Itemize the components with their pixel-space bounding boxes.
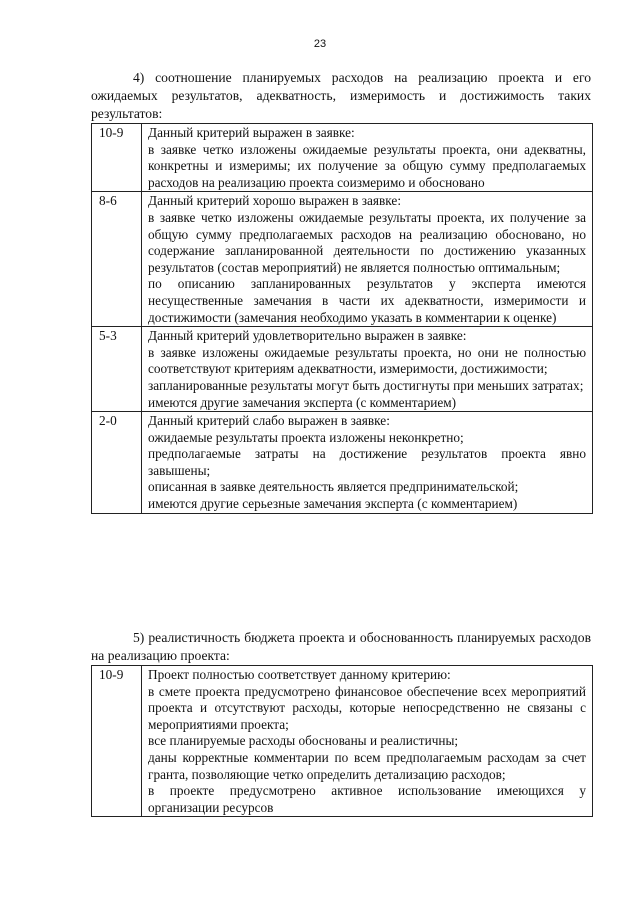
criteria-row: [92, 124, 593, 192]
criteria-summary: Данный критерий хорошо выражен в заявке:: [148, 193, 402, 209]
criteria-description: [142, 666, 593, 817]
criteria-description: [142, 192, 593, 327]
criteria-point: запланированные результаты могут быть достигнуты при меньших затратах;: [148, 377, 584, 393]
criteria-point: описанная в заявке деятельность является предпринимательской;: [148, 479, 519, 495]
section-5-table-body: [92, 666, 593, 817]
score-range: 5-3: [92, 327, 142, 412]
section-4-criteria-table: [91, 123, 593, 514]
criteria-row: [92, 412, 593, 514]
criteria-point: по описанию запланированных результатов у эксперта имеются несущественные замечания в части их адекватности, измеримости и достижимости (замечания необходимо указать в комментарии к оценке): [148, 276, 586, 325]
criteria-point: в заявке изложены ожидаемые результаты проекта, но они не полностью соответствуют критериям адекватности, измеримости, достижимости;: [148, 344, 586, 377]
criteria-point: даны корректные комментарии по всем предполагаемым расходам за счет гранта, позволяющие четко определить детализацию расходов;: [148, 749, 586, 782]
score-range: 8-6: [92, 192, 142, 327]
criteria-summary: Проект полностью соответствует данному критерию:: [148, 667, 451, 682]
criteria-point: все планируемые расходы обоснованы и реалистичны;: [148, 733, 459, 749]
criteria-summary: Данный критерий слабо выражен в заявке:: [148, 413, 390, 429]
criteria-point: имеются другие серьезные замечания эксперта (с комментарием): [148, 496, 518, 512]
criteria-description: [142, 327, 593, 412]
score-range: 10-9: [92, 124, 142, 192]
score-range: 10-9: [92, 666, 142, 817]
criteria-row: [92, 327, 593, 412]
section-4-table-body: [92, 124, 593, 514]
criteria-point: предполагаемые затраты на достижение результатов проекта явно завышены;: [148, 446, 586, 478]
section-5-criteria-table: [91, 665, 593, 817]
criteria-description: [142, 412, 593, 514]
score-range: 2-0: [92, 412, 142, 514]
criteria-point: в заявке четко изложены ожидаемые результаты проекта, они адекватны, конкретны и измеримы; их получение за общую сумму предполагаемых расходов на реализацию проекта соизмеримо и обосновано: [148, 141, 586, 190]
criteria-summary: Данный критерий удовлетворительно выражен в заявке:: [148, 328, 467, 344]
section-4-heading-text: 4) соотношение планируемых расходов на реализацию проекта и его ожидаемых результатов, адекватность, измеримость и достижимость таких результатов:: [91, 70, 591, 121]
criteria-row: [92, 192, 593, 327]
section-5-heading-text: 5) реалистичность бюджета проекта и обоснованность планируемых расходов на реализацию проекта:: [91, 630, 591, 663]
criteria-point: в заявке четко изложены ожидаемые результаты проекта, их получение за общую сумму предполагаемых расходов на реализацию обосновано, но содержание запланированной деятельности по достижению указанных результатов (состав мероприятий) не является полностью оптимальным;: [148, 209, 586, 275]
section-4-heading: [91, 69, 591, 123]
criteria-point: в смете проекта предусмотрено финансовое обеспечение всех мероприятий проекта и отсутствуют расходы, которые непосредственно не связаны с мероприятиями проекта;: [148, 683, 586, 732]
criteria-point: имеются другие замечания эксперта (с комментарием): [148, 394, 457, 410]
criteria-point: ожидаемые результаты проекта изложены неконкретно;: [148, 429, 464, 445]
criteria-description: [142, 124, 593, 192]
section-5-heading: [91, 629, 591, 665]
criteria-point: в проекте предусмотрено активное использование имеющихся у организации ресурсов: [148, 783, 586, 815]
page-number: 23: [313, 38, 327, 50]
criteria-summary: Данный критерий выражен в заявке:: [148, 125, 355, 140]
criteria-row: [92, 666, 593, 817]
